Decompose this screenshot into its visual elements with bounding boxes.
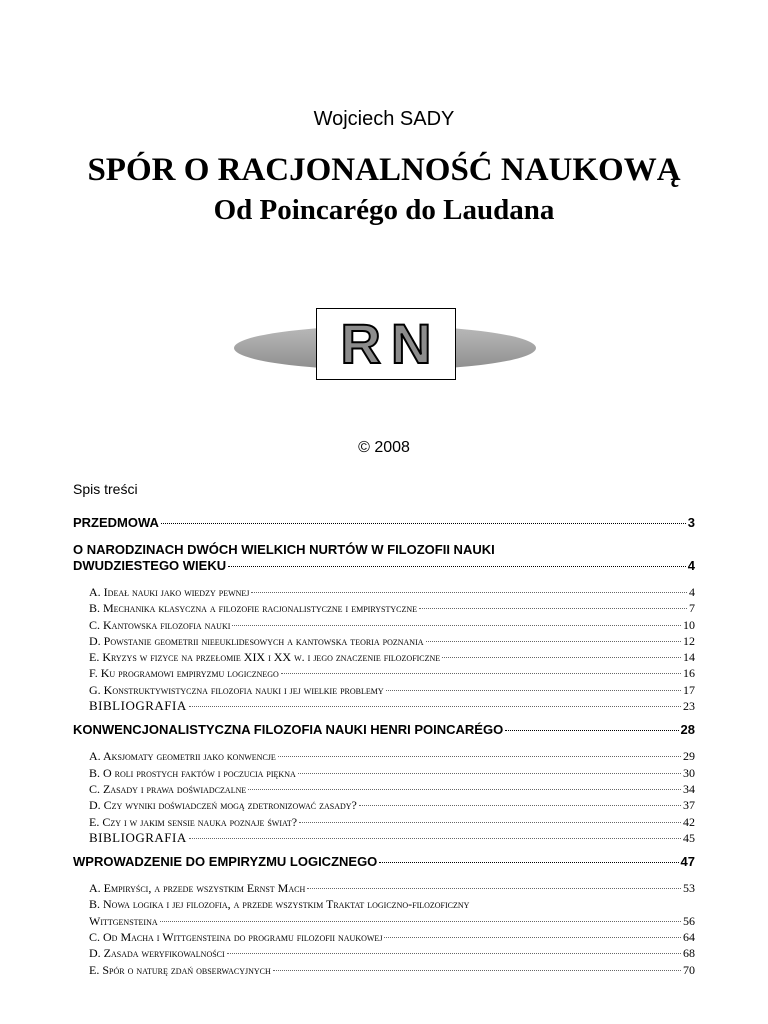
book-title: SPÓR O RACJONALNOŚĆ NAUKOWĄ — [87, 152, 681, 188]
entry-title: B. O roli prostych faktów i poczucia piękna — [89, 765, 296, 780]
dot-leader — [384, 937, 681, 938]
dot-leader — [442, 657, 681, 658]
entry-page: 70 — [683, 962, 695, 977]
logo-text: RN — [340, 312, 442, 375]
dot-leader — [299, 822, 681, 823]
toc-entry[interactable] — [73, 584, 695, 600]
toc-entry[interactable] — [73, 682, 695, 698]
entry-page: 56 — [683, 913, 695, 928]
toc-chapter-poincare[interactable] — [73, 722, 695, 738]
toc-entry[interactable] — [73, 880, 695, 896]
entry-title: G. Konstruktywistyczna filozofia nauki i jej wielkie problemy — [89, 682, 384, 697]
toc-heading: Spis treści — [73, 481, 138, 497]
dot-leader — [227, 953, 681, 954]
entry-page: 4 — [689, 585, 695, 599]
chapter-page: 4 — [687, 558, 695, 573]
dot-leader — [278, 756, 681, 757]
entry-page: 12 — [683, 633, 695, 648]
entry-page: 30 — [683, 765, 695, 780]
toc-entry-bibliography[interactable] — [73, 830, 695, 846]
entry-title: C. Od Macha i Wittgensteina do programu filozofii naukowej — [89, 930, 383, 945]
dot-leader — [232, 625, 681, 626]
chapter-title: WPROWADZENIE DO EMPIRYZMU LOGICZNEGO — [73, 854, 378, 870]
rn-logo — [234, 308, 536, 382]
entry-title: E. Kryzys w fizyce na przełomie XIX i XX w. i jego znaczenie filozoficzne — [89, 650, 441, 665]
entry-page: 34 — [683, 781, 695, 796]
dot-leader — [161, 523, 686, 524]
chapter-page: 28 — [680, 722, 695, 738]
toc-entry[interactable] — [73, 962, 695, 978]
entry-title: A. Ideał nauki jako wiedzy pewnej — [89, 585, 250, 599]
entry-page: 68 — [683, 946, 695, 961]
entry-title: A. Empiryści, a przede wszystkim Ernst Mach — [89, 881, 306, 896]
toc-entry[interactable] — [73, 633, 695, 649]
toc-entry-bibliography[interactable] — [73, 698, 695, 714]
toc-chapter-narodziny[interactable] — [73, 542, 695, 574]
chapter-title-line1: O NARODZINACH DWÓCH WIELKICH NURTÓW W FILOZOFII NAUKI — [73, 542, 495, 557]
logo-box — [316, 308, 456, 380]
toc-entry[interactable] — [73, 748, 695, 764]
chapter-page: 47 — [680, 854, 695, 870]
dot-leader — [298, 773, 681, 774]
dot-leader — [419, 608, 687, 609]
toc-entry[interactable] — [73, 765, 695, 781]
toc-entry[interactable] — [73, 649, 695, 665]
entry-title: F. Ku programowi empiryzmu logicznego — [89, 666, 279, 681]
entry-page: 10 — [683, 617, 695, 632]
dot-leader — [251, 592, 687, 593]
entry-page: 17 — [683, 682, 695, 697]
entry-page: 64 — [683, 930, 695, 945]
toc-entry[interactable] — [73, 665, 695, 681]
dot-leader — [426, 641, 681, 642]
chapter-page: 3 — [687, 515, 695, 530]
table-of-contents — [73, 515, 695, 978]
toc-entry[interactable] — [73, 896, 695, 929]
entry-title: C. Zasady i prawa doświadczalne — [89, 781, 247, 796]
toc-entry[interactable] — [73, 617, 695, 633]
toc-entry[interactable] — [73, 600, 695, 616]
toc-entry[interactable] — [73, 797, 695, 813]
toc-entry[interactable] — [73, 781, 695, 797]
toc-chapter-przedmowa[interactable] — [73, 515, 695, 531]
dot-leader — [386, 690, 681, 691]
author: Wojciech SADY — [313, 108, 455, 130]
entry-title: D. Powstanie geometrii nieeuklidesowych a kantowska teoria poznania — [89, 633, 424, 648]
entry-title: D. Czy wyniki doświadczeń mogą zdetronizować zasady? — [89, 798, 357, 813]
entry-title-line1: B. Nowa logika i jej filozofia, a przede wszystkim Traktat logiczno-filozoficzny — [89, 897, 470, 912]
entry-title: D. Zasada weryfikowalności — [89, 946, 225, 961]
dot-leader — [189, 706, 681, 707]
chapter-title: KONWENCJONALISTYCZNA FILOZOFIA NAUKI HENRI POINCARÉGO — [73, 722, 504, 738]
dot-leader — [505, 730, 678, 731]
entry-title: E. Spór o naturę zdań obserwacyjnych — [89, 962, 271, 977]
toc-entry[interactable] — [73, 929, 695, 945]
entry-page: 53 — [683, 881, 695, 896]
entry-page: 37 — [683, 798, 695, 813]
entry-title-line2: Wittgensteina — [89, 913, 158, 928]
entry-page: 42 — [683, 814, 695, 829]
entry-title: BIBLIOGRAFIA — [89, 698, 187, 714]
dot-leader — [379, 862, 678, 863]
dot-leader — [248, 789, 681, 790]
entry-page: 7 — [689, 601, 695, 616]
dot-leader — [189, 838, 681, 839]
entry-title: BIBLIOGRAFIA — [89, 829, 187, 845]
dot-leader — [281, 673, 681, 674]
toc-entry[interactable] — [73, 945, 695, 961]
entry-page: 23 — [683, 699, 695, 714]
dot-leader — [228, 566, 686, 567]
entry-title: A. Aksjomaty geometrii jako konwencje — [89, 749, 276, 764]
entry-title: E. Czy i w jakim sensie nauka poznaje świat? — [89, 814, 298, 829]
chapter-title-line2: DWUDZIESTEGO WIEKU — [73, 558, 227, 573]
toc-chapter-empiryzm[interactable] — [73, 854, 695, 870]
dot-leader — [160, 921, 681, 922]
chapter-title: PRZEDMOWA — [73, 515, 159, 530]
toc-entry[interactable] — [73, 814, 695, 830]
dot-leader — [273, 970, 681, 971]
entry-page: 45 — [683, 830, 695, 845]
book-subtitle: Od Poincarégo do Laudana — [213, 194, 555, 226]
entry-title: C. Kantowska filozofia nauki — [89, 617, 231, 632]
dot-leader — [359, 805, 681, 806]
entry-title: B. Mechanika klasyczna a filozofie racjonalistyczne i empirystyczne — [89, 601, 418, 616]
entry-page: 16 — [683, 666, 695, 681]
dot-leader — [307, 888, 681, 889]
entry-page: 14 — [683, 650, 695, 665]
copyright: © 2008 — [358, 439, 410, 456]
entry-page: 29 — [683, 749, 695, 764]
